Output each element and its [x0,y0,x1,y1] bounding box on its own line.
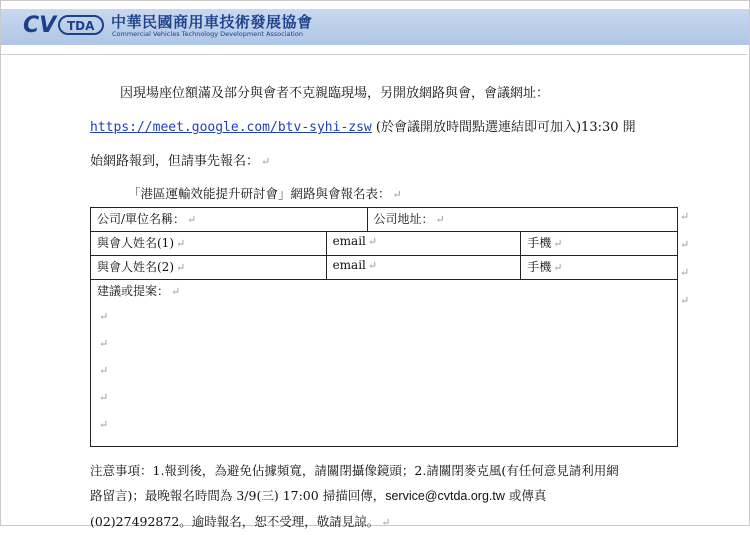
company-label: 公司/單位名稱： [97,212,186,226]
paragraph-mark-icon: ↵ [367,259,378,272]
intro-text-3: 始網路報到，但請事先報名： [90,154,260,169]
row-end-mark-icon: ↵ [680,266,690,279]
svg-text:TDA: TDA [67,19,95,33]
address-label: 公司地址： [373,212,434,226]
org-name-en: Commercial Vehicles Technology Development Association [112,30,303,38]
mobile-label: 手機 [527,236,552,250]
paragraph-mark-icon: ↵ [553,261,563,274]
paragraph-mark-icon: ↵ [99,391,109,404]
notes-text-2: 路留言)；最晚報名時間為 3/9(三) 17:00 掃描回傳， [90,488,386,503]
attendee2-name-cell[interactable] [91,256,327,280]
attendee1-email-cell[interactable] [326,232,521,256]
letterhead [1,1,749,47]
paragraph-mark-icon: ↵ [99,310,109,323]
table-row [91,256,678,280]
suggestion-cell[interactable] [91,280,678,447]
attendee2-email-cell[interactable] [326,256,521,280]
registration-form-table [90,207,678,447]
paragraph-mark-icon: ↵ [99,337,109,350]
paragraph-mark-icon: ↵ [99,364,109,377]
table-row [91,232,678,256]
row-end-mark-icon: ↵ [680,294,690,307]
table-row [91,208,678,232]
org-name-cn: 中華民國商用車技術發展協會 [111,13,313,31]
company-cell[interactable] [91,208,368,232]
paragraph-mark-icon: ↵ [176,261,186,274]
meeting-link[interactable]: https://meet.google.com/btv-syhi-zsw [90,120,372,135]
paragraph-mark-icon: ↵ [553,237,563,250]
address-cell[interactable] [367,208,677,232]
intro-line-1 [120,82,549,101]
email-label: email [332,258,366,272]
attendee1-label: 與會人姓名(1) [97,236,174,250]
attendee1-name-cell[interactable] [91,232,327,256]
notes-text-2b: 或傳真 [504,488,547,503]
notes-section [90,458,680,535]
paragraph-mark-icon: ↵ [367,235,378,248]
header-divider [1,54,747,55]
email-label: email [332,234,366,248]
notes-line-1: 注意事項：1.報到後，為避免佔據頻寬，請關閉攝像鏡頭；2.請關閉麥克風(有任何意見請利用網 [90,463,619,478]
paragraph-mark-icon: ↵ [176,237,186,250]
svg-text:CV: CV [23,13,57,38]
intro-text-1: 因現場座位額滿及部分與會者不克親臨現場，另開放網路與會，會議網址： [120,86,550,101]
notes-line-3 [90,509,680,535]
paragraph-mark-icon: ↵ [435,213,445,226]
intro-line-2 [90,116,636,135]
paragraph-mark-icon: ↵ [171,285,181,298]
row-end-mark-icon: ↵ [680,238,690,251]
contact-email[interactable]: service@cvtda.org.tw [385,489,505,503]
row-end-mark-icon: ↵ [680,210,690,223]
table-row [91,280,678,447]
notes-text-3: (02)27492872。逾時報名，恕不受理，敬請見諒。 [90,514,380,529]
form-title-line [128,184,402,202]
paragraph-mark-icon: ↵ [392,188,402,201]
mobile-label: 手機 [527,260,552,274]
paragraph-mark-icon: ↵ [187,213,197,226]
intro-line-3 [90,150,270,169]
cvtda-logo [23,10,105,38]
notes-line-2 [90,483,680,509]
attendee1-mobile-cell[interactable] [521,232,678,256]
paragraph-mark-icon: ↵ [261,155,271,168]
intro-text-2: (於會議開放時間點選連結即可加入)13:30 開 [375,120,636,135]
paragraph-mark-icon: ↵ [381,516,391,529]
paragraph-mark-icon: ↵ [99,418,109,431]
suggestion-label: 建議或提案： [97,284,170,298]
attendee2-label: 與會人姓名(2) [97,260,174,274]
form-title: 「港區運輸效能提升研討會」網路與會報名表： [128,186,391,201]
attendee2-mobile-cell[interactable] [521,256,678,280]
